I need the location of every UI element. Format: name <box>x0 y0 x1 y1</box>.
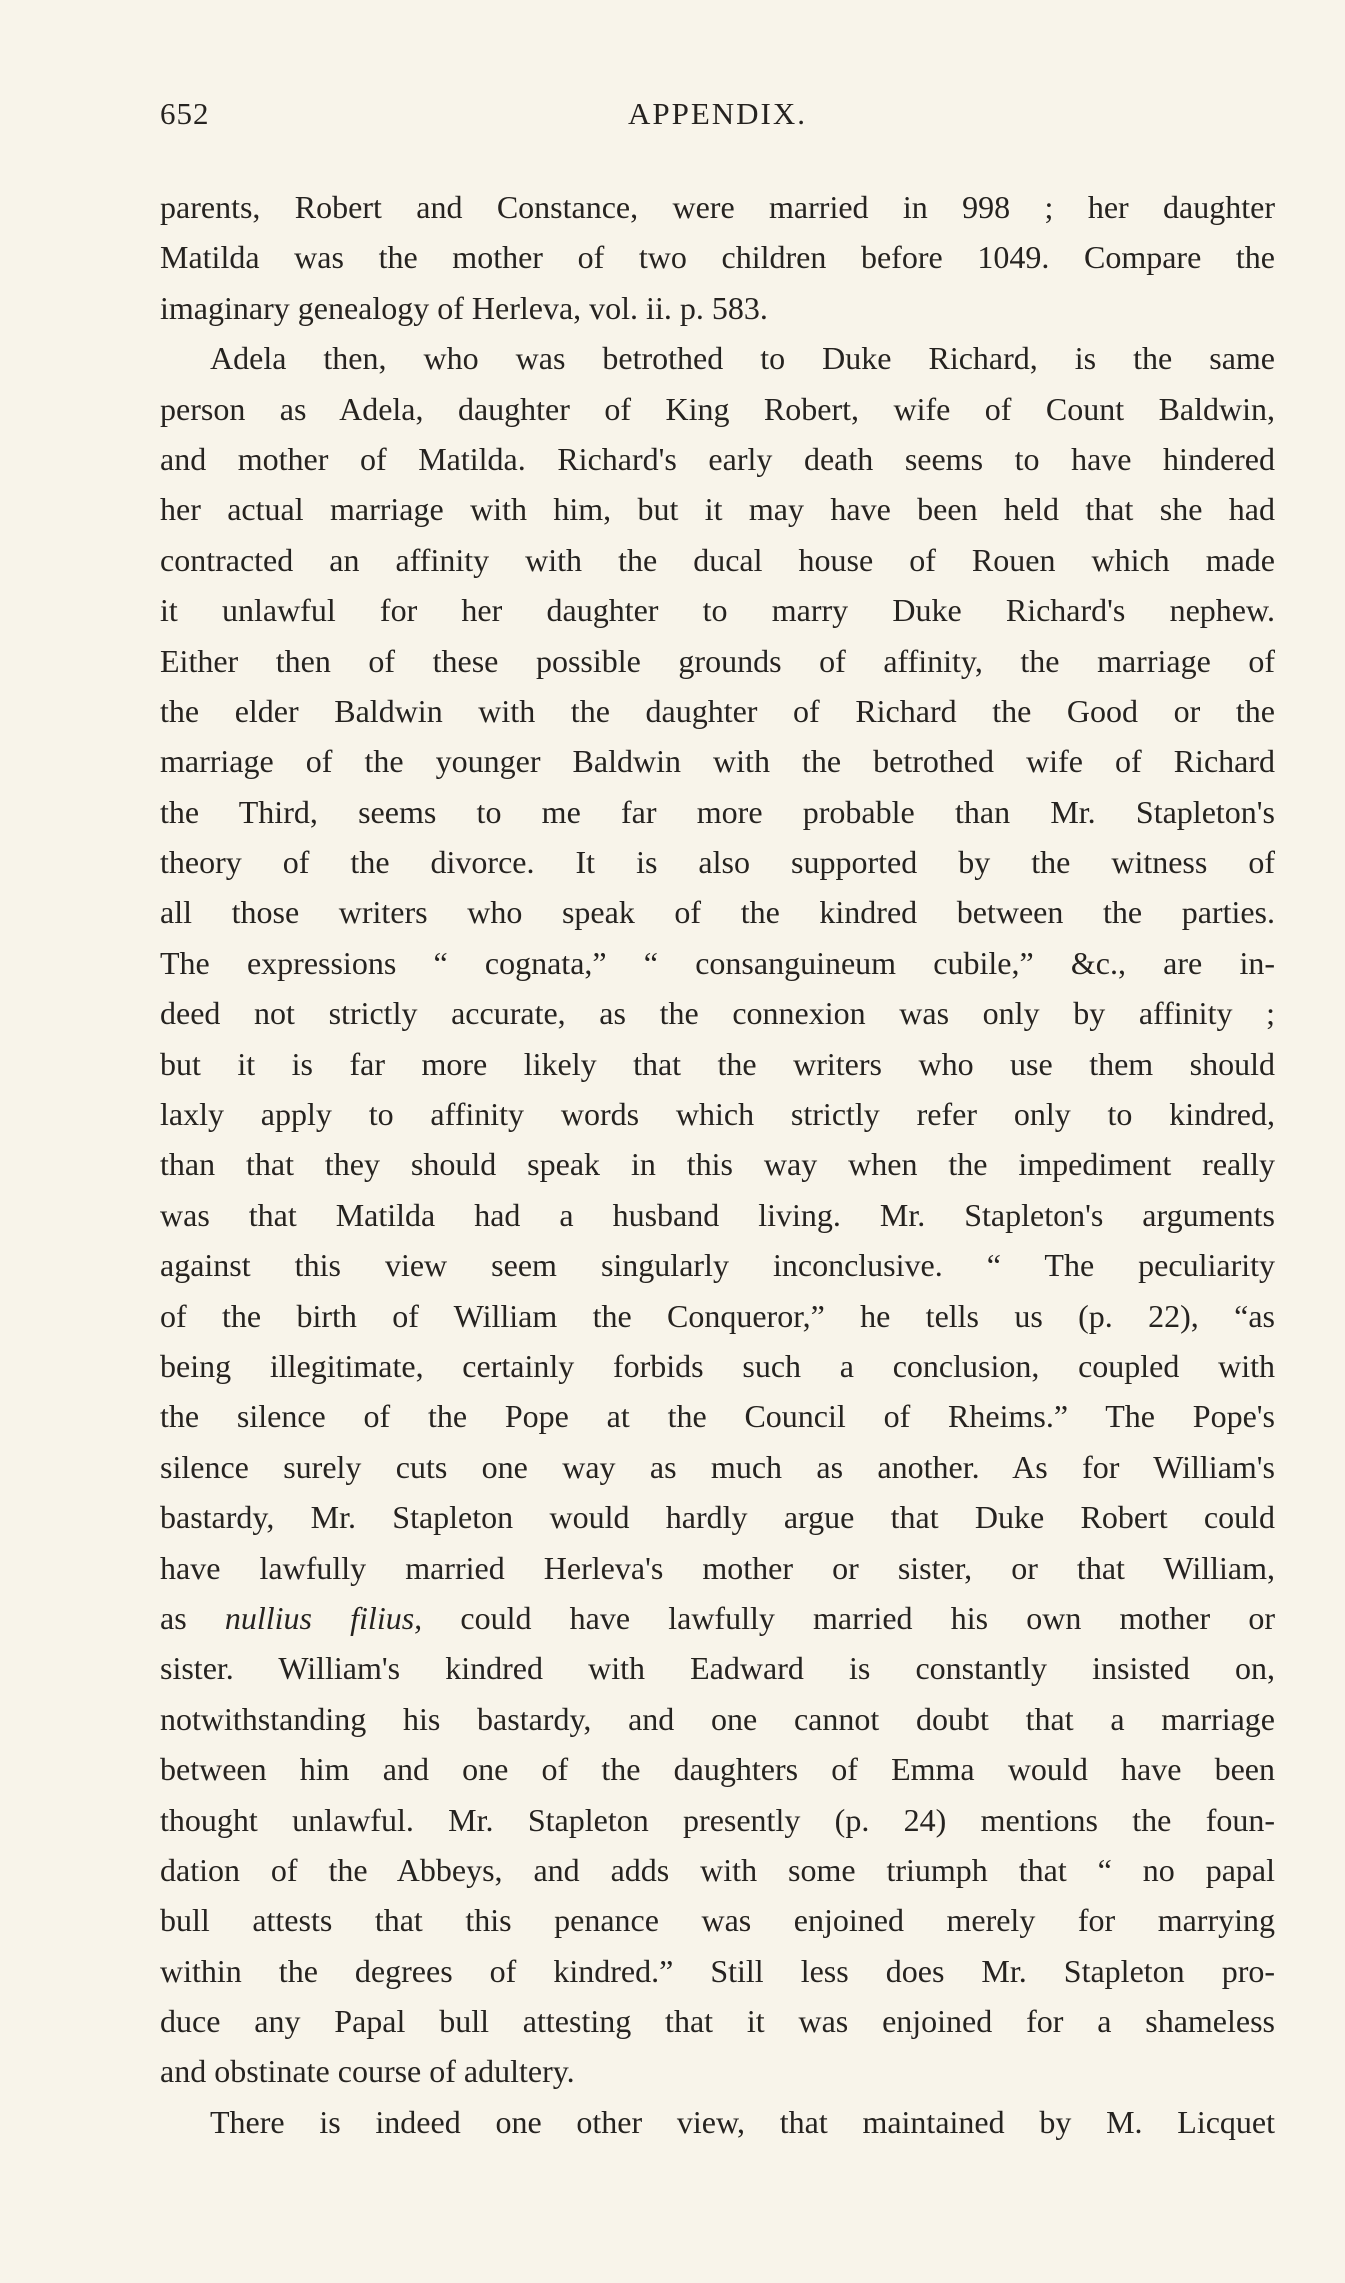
text-line: parents, Robert and Constance, were married in 998 ; her daughter <box>160 189 1275 225</box>
text-line: thought unlawful. Mr. Stapleton presently (p. 24) mentions the foun- <box>160 1801 1275 1838</box>
text-line: theory of the divorce. It is also supported by the witness of <box>160 844 1275 881</box>
text-line: and obstinate course of adultery. <box>160 2053 575 2090</box>
text-line <box>160 1593 1275 1643</box>
page-number: 652 <box>160 96 210 131</box>
text-line: the elder Baldwin with the daughter of Richard the Good or the <box>160 692 1275 729</box>
text-line: contracted an affinity with the ducal house of Rouen which made <box>160 541 1275 578</box>
text-line: The expressions “ cognata,” “ consanguineum cubile,” &c., are in- <box>160 944 1275 981</box>
text-line: person as Adela, daughter of King Robert, wife of Count Baldwin, <box>160 390 1275 427</box>
text-line: marriage of the younger Baldwin with the betrothed wife of Richard <box>160 743 1275 780</box>
text-line: within the degrees of kindred.” Still less does Mr. Stapleton pro- <box>160 1952 1275 1989</box>
text-line: have lawfully married Herleva's mother or sister, or that William, <box>160 1549 1275 1586</box>
text-line: against this view seem singularly inconclusive. “ The peculiarity <box>160 1247 1275 1284</box>
text-line: laxly apply to affinity words which strictly refer only to kindred, <box>160 1096 1275 1133</box>
text-line: the Third, seems to me far more probable than Mr. Stapleton's <box>160 793 1275 830</box>
text-line: of the birth of William the Conqueror,” he tells us (p. 22), “as <box>160 1297 1275 1334</box>
text-line-rest: could have lawfully married his own mother or <box>460 1599 1275 1636</box>
text-line: notwithstanding his bastardy, and one cannot doubt that a marriage <box>160 1700 1275 1737</box>
text-line: being illegitimate, certainly forbids such a conclusion, coupled with <box>160 1347 1275 1384</box>
text-line: Adela then, who was betrothed to Duke Richard, is the same <box>210 340 1275 377</box>
text-line: imaginary genealogy of Herleva, vol. ii. p. 583. <box>160 289 768 326</box>
text-line: duce any Papal bull attesting that it was enjoined for a shameless <box>160 2003 1275 2040</box>
italic-phrase: nullius filius, <box>224 1599 423 1636</box>
text-line: it unlawful for her daughter to marry Duke Richard's nephew. <box>160 592 1275 629</box>
text-line: deed not strictly accurate, as the connexion was only by affinity ; <box>160 995 1275 1032</box>
running-head <box>160 96 1275 140</box>
text-line: than that they should speak in this way when the impediment really <box>160 1146 1275 1183</box>
text-line: Either then of these possible grounds of affinity, the marriage of <box>160 642 1275 679</box>
text-line: dation of the Abbeys, and adds with some triumph that “ no papal <box>160 1851 1275 1888</box>
text-line: her actual marriage with him, but it may have been held that she had <box>160 491 1275 528</box>
text-line: and mother of Matilda. Richard's early death seems to have hindered <box>160 440 1275 477</box>
text-line: between him and one of the daughters of Emma would have been <box>160 1751 1275 1788</box>
text-line: but it is far more likely that the writers who use them should <box>160 1045 1275 1082</box>
text-line: all those writers who speak of the kindred between the parties. <box>160 894 1275 931</box>
text-line-prefix: as <box>160 1599 225 1636</box>
text-line: was that Matilda had a husband living. Mr. Stapleton's arguments <box>160 1196 1275 1233</box>
text-line: sister. William's kindred with Eadward is constantly insisted on, <box>160 1650 1275 1687</box>
text-line: bastardy, Mr. Stapleton would hardly argue that Duke Robert could <box>160 1499 1275 1536</box>
text-line: There is indeed one other view, that maintained by M. Licquet <box>210 2103 1275 2140</box>
running-title: APPENDIX. <box>627 96 808 131</box>
text-line: Matilda was the mother of two children before 1049. Compare the <box>160 239 1275 276</box>
text-line: silence surely cuts one way as much as another. As for William's <box>160 1448 1275 1485</box>
body-text <box>160 182 1275 2147</box>
text-line: bull attests that this penance was enjoined merely for marrying <box>160 1902 1275 1939</box>
text-line: the silence of the Pope at the Council of Rheims.” The Pope's <box>160 1398 1275 1435</box>
